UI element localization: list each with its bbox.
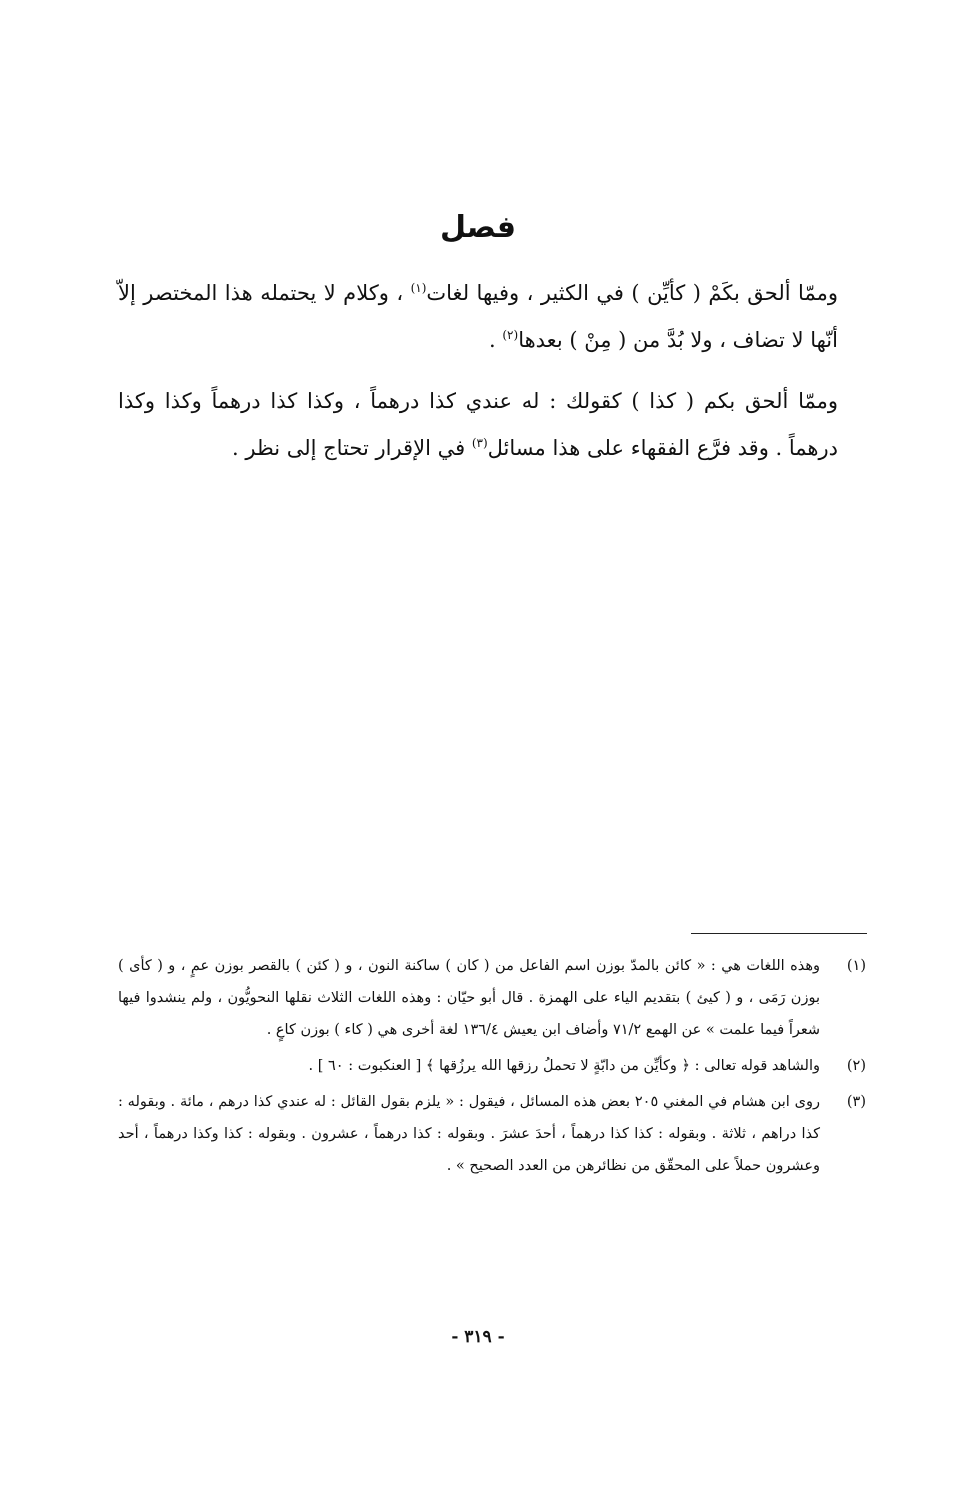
paragraph-kadha (118, 378, 838, 472)
paragraph-text: في الإقرار تحتاج إلى نظر . (232, 436, 472, 460)
footnote-1 (118, 950, 866, 1046)
footnote-number: (٣) (846, 1094, 866, 1110)
paragraph-text: . (489, 328, 503, 352)
footnote-ref-3[interactable]: (٣) (471, 436, 488, 450)
footnote-2 (118, 1050, 866, 1082)
paragraph-kayyin (118, 270, 838, 364)
footnote-separator (691, 933, 867, 934)
footnote-ref-1[interactable]: (١) (410, 281, 427, 295)
footnote-number: (١) (846, 958, 866, 974)
footnotes (118, 950, 866, 1186)
footnote-text: وهذه اللغات هي : « كائن بالمدّ بوزن اسم الفاعل من ( كان ) ساكنة النون ، و ( كئن ) بالقصر بوزن عمٍ ، و ( كأى ) بوزن رَمَى ، و ( كيئ ) بتقديم الياء على الهمزة . قال أبو حيّان : وهذه اللغات الثلاث نقلها النحويُّون ، ولم ينشدوا فيها شعراً فيما علمت » عن الهمع ٧١/٢ وأضاف ابن يعيش ١٣٦/٤ لغة أخرى هي ( كاء ) بوزن كاعٍ . (118, 958, 820, 1038)
paragraph-text: ، وكلام لا يحتمله هذا المختصر إلاّ أنّها لا تضاف ، ولا بُدَّ من ( مِنْ ) بعدها (118, 281, 838, 352)
main-text (118, 270, 838, 486)
paragraph-text: وممّا ألحق بكم ( كذا ) كقولك : له عندي كذا درهماً ، وكذا كذا درهماً وكذا وكذا درهماً . وقد فرَّع الفقهاء على هذا مسائل (118, 389, 838, 460)
paragraph-text: وممّا ألحق بكَمْ ( كأيِّن ) في الكثير ، وفيها لغات (426, 281, 838, 305)
footnote-text: روى ابن هشام في المغني ٢٠٥ بعض هذه المسائل ، فيقول : « يلزم بقول القائل : له عندي كذا درهم ، مائة . وبقوله : كذا دراهم ، ثلاثة . وبقوله : كذا كذا درهماً ، أحدَ عشرَ . وبقوله : كذا درهماً ، عشرون . وبقوله : كذا وكذا درهماً ، أحد وعشرون حملاً على المحقّق من نظائرهن من العدد الصحيح » . (118, 1094, 820, 1174)
page-number: - ٣١٩ - (451, 1327, 505, 1347)
footnote-3 (118, 1086, 866, 1182)
footnote-text: والشاهد قوله تعالى : ﴿ وكأيِّن من دابّةٍ لا تحملُ رزقها الله يرزُقها ﴾ [ العنكبوت : ٦٠ ] . (308, 1058, 820, 1074)
footnote-ref-2[interactable]: (٢) (502, 328, 519, 342)
section-heading: فصل (440, 210, 516, 245)
footnote-number: (٢) (846, 1058, 866, 1074)
